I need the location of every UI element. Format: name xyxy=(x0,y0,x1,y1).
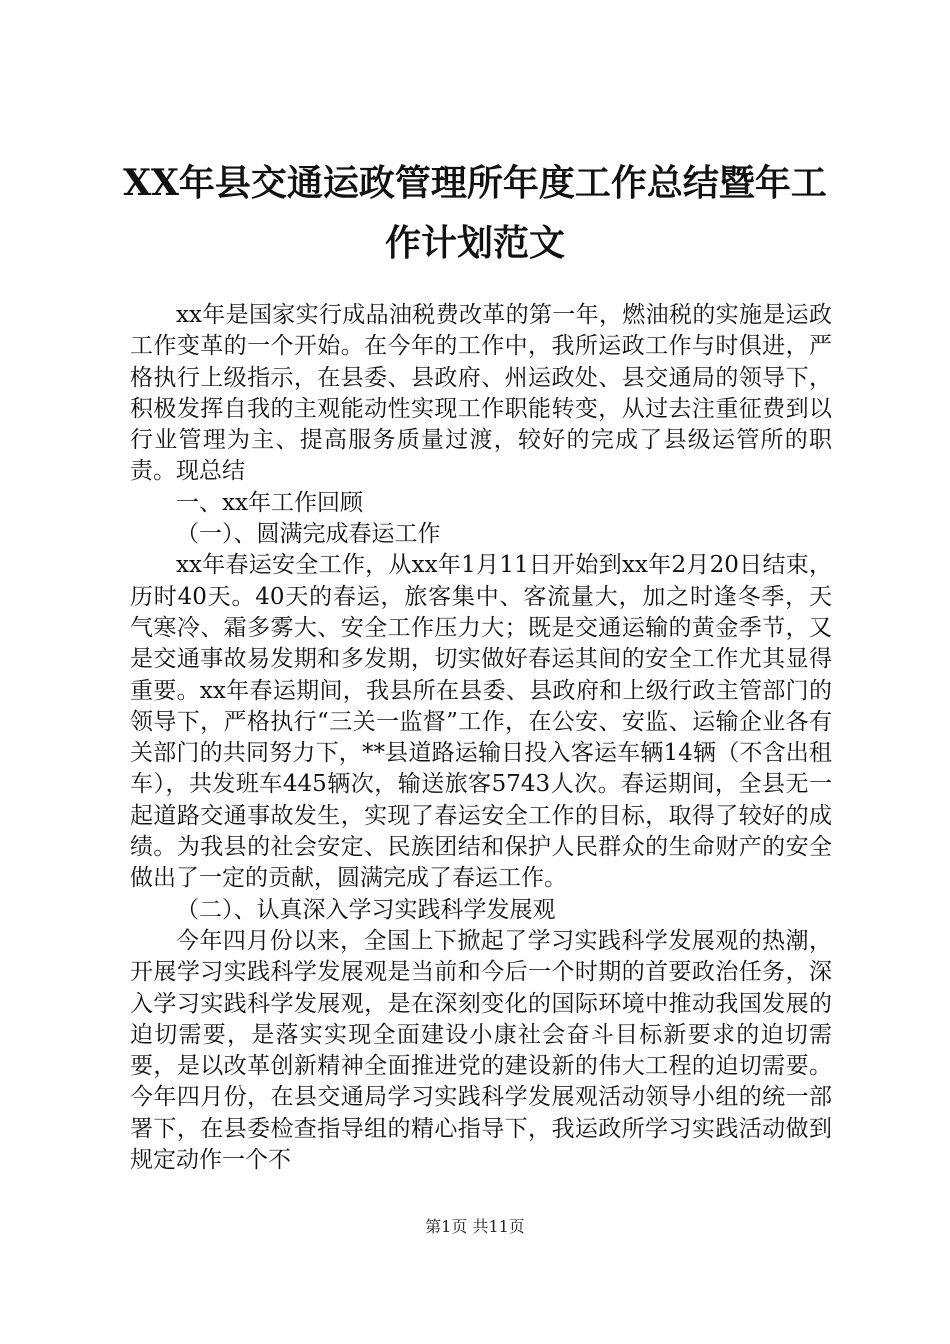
document-title-line-1: XX年县交通运政管理所年度工作总结暨年工 xyxy=(123,162,827,204)
paragraph-spring-transport: xx年春运安全工作，从xx年1月11日开始到xx年2月20日结束，历时40天。40天的春运，旅客集中、客流量大，加之时逢冬季，天气寒冷、霜多雾大、安全工作压力大；既是交通运输的黄金季节，又是交通事故易发期和多发期，切实做好春运其间的安全工作尤其显得重要。xx年春运期间，我县所在县委、县政府和上级行政主管部门的领导下，严格执行“三关一监督”工作，在公安、安监、运输企业各有关部门的共同努力下，**县道路运输日投入客运车辆14辆（不含出租车），共发班车445辆次，输送旅客5743人次。春运期间，全县无一起道路交通事故发生，实现了春运安全工作的目标，取得了较好的成绩。为我县的社会安定、民族团结和保护人民群众的生命财产的安全做出了一定的贡献，圆满完成了春运工作。 xyxy=(130,552,832,892)
document-title-line-2: 作计划范文 xyxy=(384,222,565,264)
subsection-heading-scientific-development: （二）、认真深入学习实践科学发展观 xyxy=(176,896,556,923)
subsection-heading-spring-transport: （一）、圆满完成春运工作 xyxy=(176,521,441,548)
section-heading-review: 一、xx年工作回顾 xyxy=(176,489,363,516)
paragraph-intro: xx年是国家实行成品油税费改革的第一年，燃油税的实施是运政工作变革的一个开始。在今年的工作中，我所运政工作与时俱进，严格执行上级指示，在县委、县政府、州运政处、县交通局的领导下，积极发挥自我的主观能动性实现工作职能转变，从过去注重征费到以行业管理为主、提高服务质量过渡，较好的完成了县级运管所的职责。现总结 xyxy=(130,302,832,485)
document-body xyxy=(130,300,832,1176)
paragraph-scientific-development: 今年四月份以来，全国上下掀起了学习实践科学发展观的热潮，开展学习实践科学发展观是当前和今后一个时期的首要政治任务，深入学习实践科学发展观，是在深刻变化的国际环境中推动我国发展的迫切需要，是落实实现全面建设小康社会奋斗目标新要求的迫切需要，是以改革创新精神全面推进党的建设新的伟大工程的迫切需要。今年四月份，在县交通局学习实践科学发展观活动领导小组的统一部署下，在县委检查指导组的精心指导下，我运政所学习实践活动做到规定动作一个不 xyxy=(130,927,832,1174)
page-footer: 第1页 共11页 xyxy=(425,1217,525,1236)
